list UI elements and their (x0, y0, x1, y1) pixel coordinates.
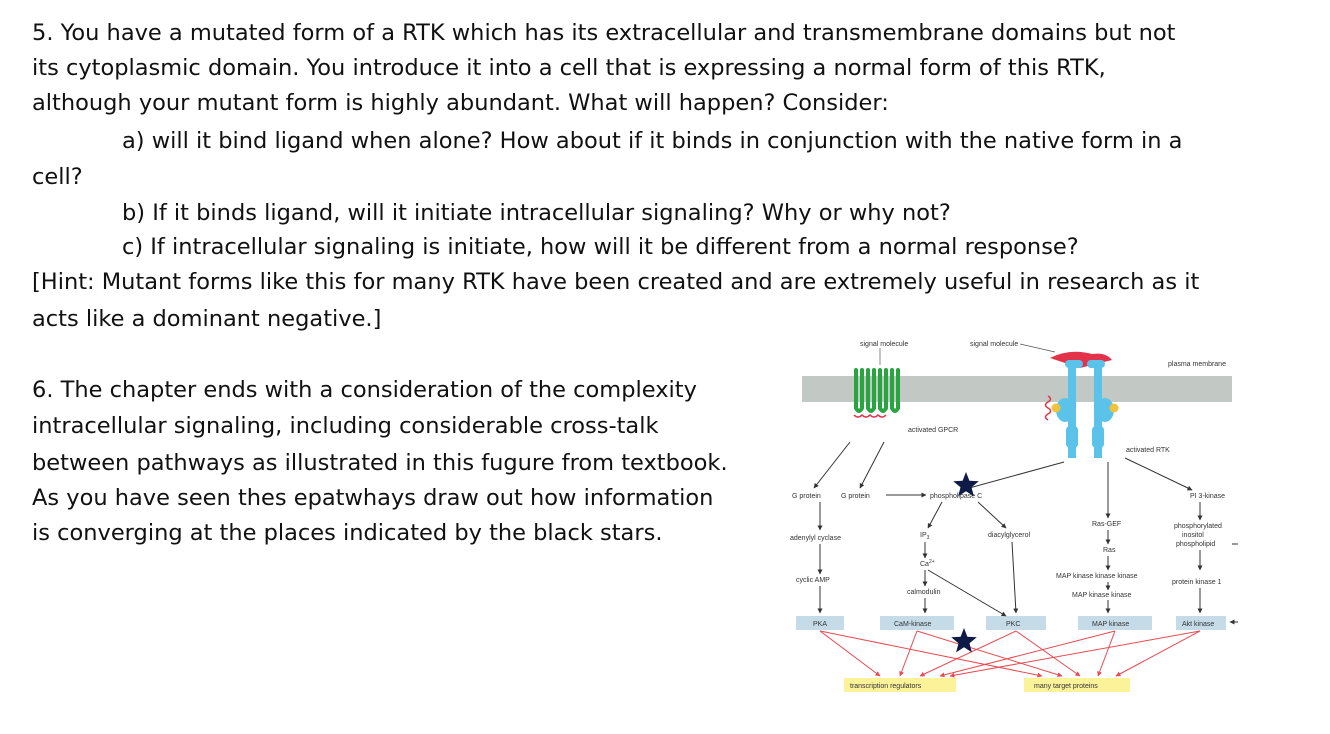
label-pka: PKA (813, 621, 828, 628)
q6-line-1: 6. The chapter ends with a consideration of the complexity (32, 377, 697, 403)
label-ras-gef: Ras-GEF (1092, 521, 1122, 528)
label-pi3-kinase: PI 3-kinase (1190, 493, 1226, 500)
rtk-dimer (1046, 352, 1119, 458)
q5-line-2: its cytoplasmic domain. You introduce it into a cell that is expressing a normal form of this RTK, (32, 55, 1106, 81)
q5-line-3: although your mutant form is highly abundant. What will happen? Consider: (32, 90, 889, 116)
q6-line-2: intracellular signaling, including considerable cross-talk (32, 413, 659, 439)
label-ip3: $IP_3$ (920, 532, 930, 541)
q5-part-a: a) will it bind ligand when alone? How about if it binds in conjunction with the native form in a (122, 128, 1183, 154)
q6-line-5: is converging at the places indicated by the black stars. (32, 520, 663, 546)
label-ca: $Ca^{2+}$ (920, 559, 935, 568)
q5-line-1: 5. You have a mutated form of a RTK which has its extracellular and transmembrane domains but not (32, 20, 1176, 46)
label-map-kinase: MAP kinase (1092, 621, 1130, 628)
label-phospholipid-line-1: phosphorylated (1174, 523, 1222, 530)
label-ras: Ras (1103, 547, 1116, 554)
label-activated-gpcr: activated GPCR (908, 427, 959, 434)
signaling-crosstalk-figure (780, 330, 1238, 704)
label-plasma-membrane: plasma membrane (1168, 361, 1226, 368)
q5-hint-line-2: acts like a dominant negative.] (32, 306, 382, 332)
label-many-target-proteins: many target proteins (1034, 683, 1098, 690)
label-camkinase: CaM-kinase (894, 621, 932, 628)
label-akt-kinase: Akt kinase (1182, 621, 1215, 628)
label-calmodulin: calmodulin (907, 589, 941, 596)
label-g-protein-1: G protein (792, 493, 821, 500)
q5-hint-line-1: [Hint: Mutant forms like this for many RTK have been created and are extremely useful in research as it (32, 269, 1200, 295)
label-cyclic-amp: cyclic AMP (796, 577, 830, 584)
label-map-kkk: MAP kinase kinase kinase (1056, 573, 1138, 580)
q5-part-c: c) If intracellular signaling is initiate, how will it be different from a normal response? (122, 234, 1079, 260)
label-diacylglycerol: diacylglycerol (988, 532, 1031, 539)
q5-part-b: b) If it binds ligand, will it initiate intracellular signaling? Why or why not? (122, 200, 951, 226)
label-phospholipase-c: phospholipase C (930, 493, 983, 500)
label-protein-kinase-1: protein kinase 1 (1172, 579, 1222, 586)
label-signal-molecule-1: signal molecule (860, 341, 909, 348)
q6-line-4: As you have seen thes epatwhays draw out how information (32, 485, 714, 511)
q5-part-a-cont: cell? (32, 164, 83, 190)
label-pkc: PKC (1006, 621, 1021, 628)
label-phospholipid-line-2: inositol (1182, 532, 1204, 539)
label-adenylyl-cyclase: adenylyl cyclase (790, 535, 841, 542)
q6-line-3: between pathways as illustrated in this fugure from textbook. (32, 450, 728, 476)
label-g-protein-2: G protein (841, 493, 870, 500)
label-activated-rtk: activated RTK (1126, 447, 1170, 454)
label-transcription-regulators: transcription regulators (850, 683, 922, 690)
label-signal-molecule-2: signal molecule (970, 341, 1019, 348)
label-map-kk: MAP kinase kinase (1072, 592, 1132, 599)
label-phospholipid-line-3: phospholipid (1176, 541, 1216, 548)
target-arrows (820, 631, 1200, 676)
